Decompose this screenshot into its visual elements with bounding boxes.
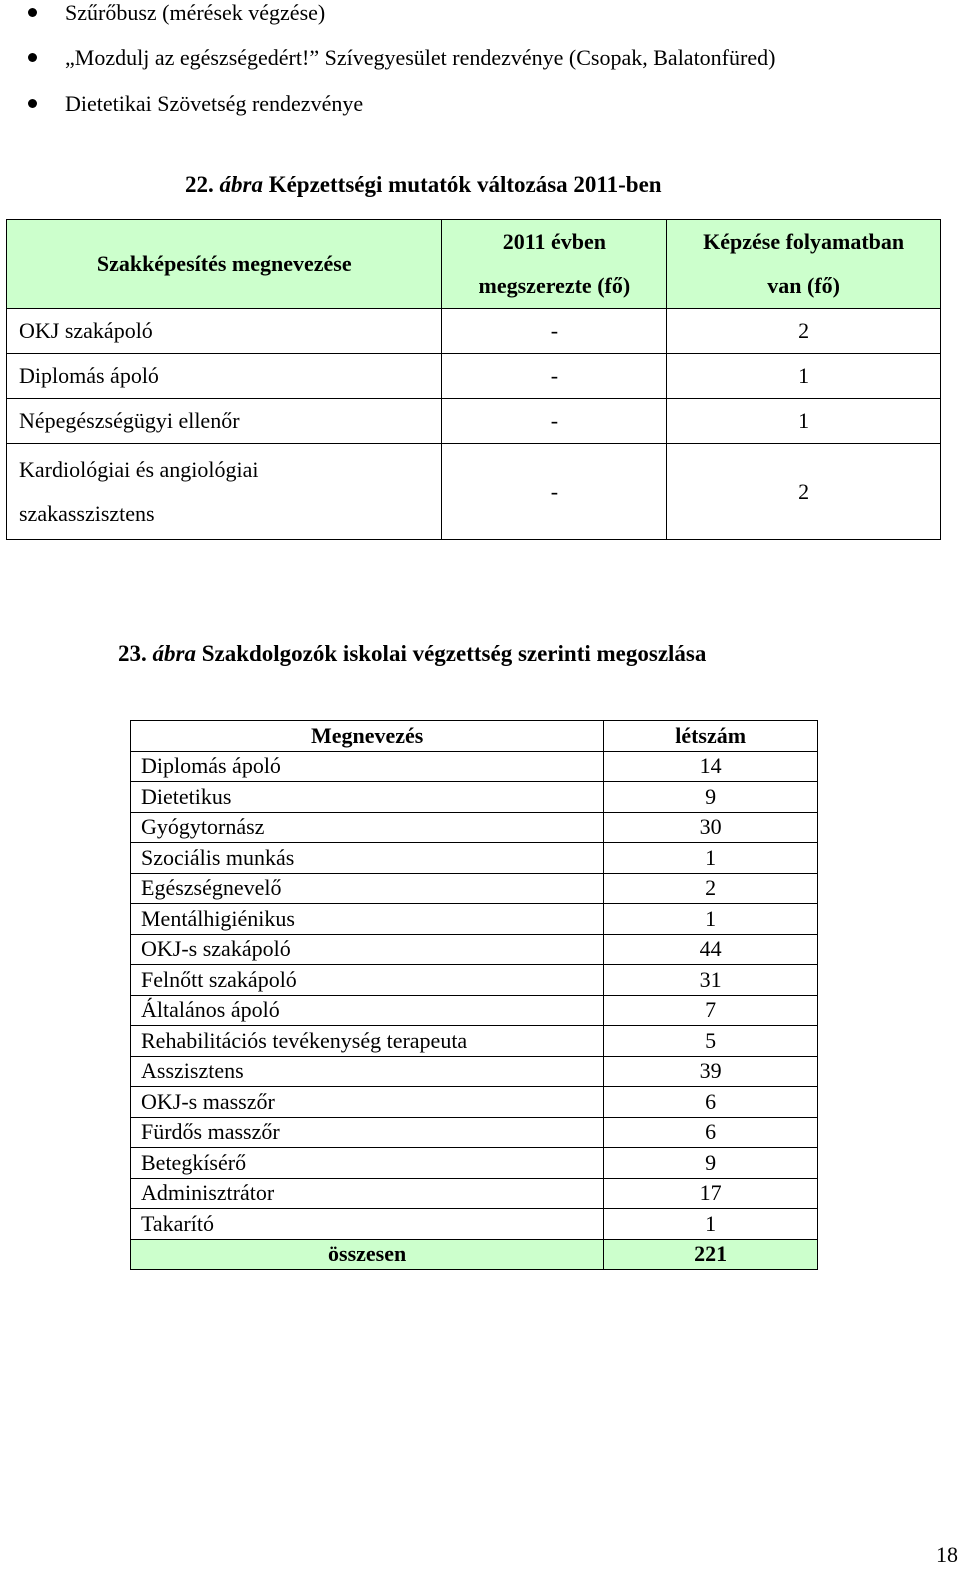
table-header-row (7, 220, 941, 309)
header-qualification-name: Szakképesítés megnevezése (7, 220, 442, 309)
table-row (131, 995, 818, 1026)
figure-23-title: Szakdolgozók iskolai végzettség szerinti megoszlása (201, 641, 707, 666)
table-row (131, 873, 818, 904)
in-progress-count: 1 (667, 399, 941, 444)
staff-category-name: Diplomás ápoló (131, 751, 604, 782)
table-header-row (131, 721, 818, 752)
page-number: 18 (936, 1542, 958, 1567)
staff-count: 6 (604, 1117, 818, 1148)
staff-count: 1 (604, 1209, 818, 1240)
figure-22-caption (185, 172, 662, 198)
header-in-progress-line2: van (fő) (767, 273, 840, 298)
bullet-text: „Mozdulj az egészségedért!” Szívegyesület rendezvénye (Csopak, Balatonfüred) (65, 45, 776, 70)
staff-category-name: Felnőtt szakápoló (131, 965, 604, 996)
header-in-progress-line1: Képzése folyamatban (703, 229, 905, 254)
staff-category-name: Betegkísérő (131, 1148, 604, 1179)
figure-23-abra: ábra (152, 641, 196, 666)
qualification-name (7, 444, 442, 540)
table-row (131, 1117, 818, 1148)
figure-23-caption (118, 641, 706, 667)
header-acquired-line1: 2011 évben (502, 229, 606, 254)
qualification-name: Diplomás ápoló (7, 354, 442, 399)
staff-count: 5 (604, 1026, 818, 1057)
table-row (131, 965, 818, 996)
table-row (131, 1087, 818, 1118)
figure-22-number: 22. (185, 172, 214, 197)
staff-category-name: Gyógytornász (131, 812, 604, 843)
table-row (131, 904, 818, 935)
staff-category-name: Szociális munkás (131, 843, 604, 874)
staff-category-name: Takarító (131, 1209, 604, 1240)
staff-category-name: Fürdős masszőr (131, 1117, 604, 1148)
table-row (131, 843, 818, 874)
staff-count: 14 (604, 751, 818, 782)
header-acquired-line2: megszerezte (fő) (478, 273, 631, 298)
staff-count: 1 (604, 904, 818, 935)
staff-category-name: Egészségnevelő (131, 873, 604, 904)
table-row (131, 1026, 818, 1057)
qualification-name-line2: szakasszisztens (19, 500, 155, 526)
bullet-text: Szűrőbusz (mérések végzése) (65, 0, 326, 25)
staff-count: 30 (604, 812, 818, 843)
total-count: 221 (604, 1239, 818, 1270)
staff-category-name: OKJ-s szakápoló (131, 934, 604, 965)
bullet-item (0, 84, 960, 124)
table-row (7, 309, 941, 354)
qualification-name: Népegészségügyi ellenőr (7, 399, 442, 444)
figure-22-title: Képzettségi mutatók változása 2011-ben (268, 172, 662, 197)
staff-count: 17 (604, 1178, 818, 1209)
table-row (131, 782, 818, 813)
header-count: létszám (604, 721, 818, 752)
staff-count: 44 (604, 934, 818, 965)
bullet-icon (28, 53, 37, 62)
staff-table-body (131, 751, 818, 1270)
acquired-count: - (442, 354, 667, 399)
header-name: Megnevezés (131, 721, 604, 752)
in-progress-count: 2 (667, 444, 941, 540)
bullet-item (0, 38, 960, 78)
staff-count: 2 (604, 873, 818, 904)
bullet-icon (28, 99, 37, 108)
acquired-count: - (442, 309, 667, 354)
table-row (7, 399, 941, 444)
staff-category-name: Asszisztens (131, 1056, 604, 1087)
staff-education-table (130, 720, 818, 1270)
staff-count: 31 (604, 965, 818, 996)
in-progress-count: 2 (667, 309, 941, 354)
header-acquired-2011 (442, 220, 667, 309)
table-row (131, 934, 818, 965)
header-in-progress (667, 220, 941, 309)
total-row (131, 1239, 818, 1270)
table-row (7, 444, 941, 540)
figure-23-number: 23. (118, 641, 147, 666)
table-row (7, 354, 941, 399)
staff-category-name: Mentálhigiénikus (131, 904, 604, 935)
figure-22-abra: ábra (219, 172, 263, 197)
staff-count: 1 (604, 843, 818, 874)
staff-category-name: Általános ápoló (131, 995, 604, 1026)
staff-count: 9 (604, 782, 818, 813)
qualification-name: OKJ szakápoló (7, 309, 442, 354)
staff-category-name: Rehabilitációs tevékenység terapeuta (131, 1026, 604, 1057)
table-row (131, 751, 818, 782)
bullet-item (0, 0, 960, 33)
staff-count: 6 (604, 1087, 818, 1118)
staff-category-name: OKJ-s masszőr (131, 1087, 604, 1118)
acquired-count: - (442, 399, 667, 444)
staff-count: 7 (604, 995, 818, 1026)
bullet-icon (28, 8, 37, 17)
table-row (131, 1178, 818, 1209)
staff-category-name: Adminisztrátor (131, 1178, 604, 1209)
staff-count: 39 (604, 1056, 818, 1087)
qualification-name-line1: Kardiológiai és angiológiai (19, 456, 259, 482)
table-row (131, 1148, 818, 1179)
staff-count: 9 (604, 1148, 818, 1179)
table-row (131, 1056, 818, 1087)
table-row (131, 812, 818, 843)
acquired-count: - (442, 444, 667, 540)
qualification-table (6, 219, 941, 540)
staff-category-name: Dietetikus (131, 782, 604, 813)
table-row (131, 1209, 818, 1240)
bullet-text: Dietetikai Szövetség rendezvénye (65, 91, 364, 116)
in-progress-count: 1 (667, 354, 941, 399)
total-label: összesen (131, 1239, 604, 1270)
